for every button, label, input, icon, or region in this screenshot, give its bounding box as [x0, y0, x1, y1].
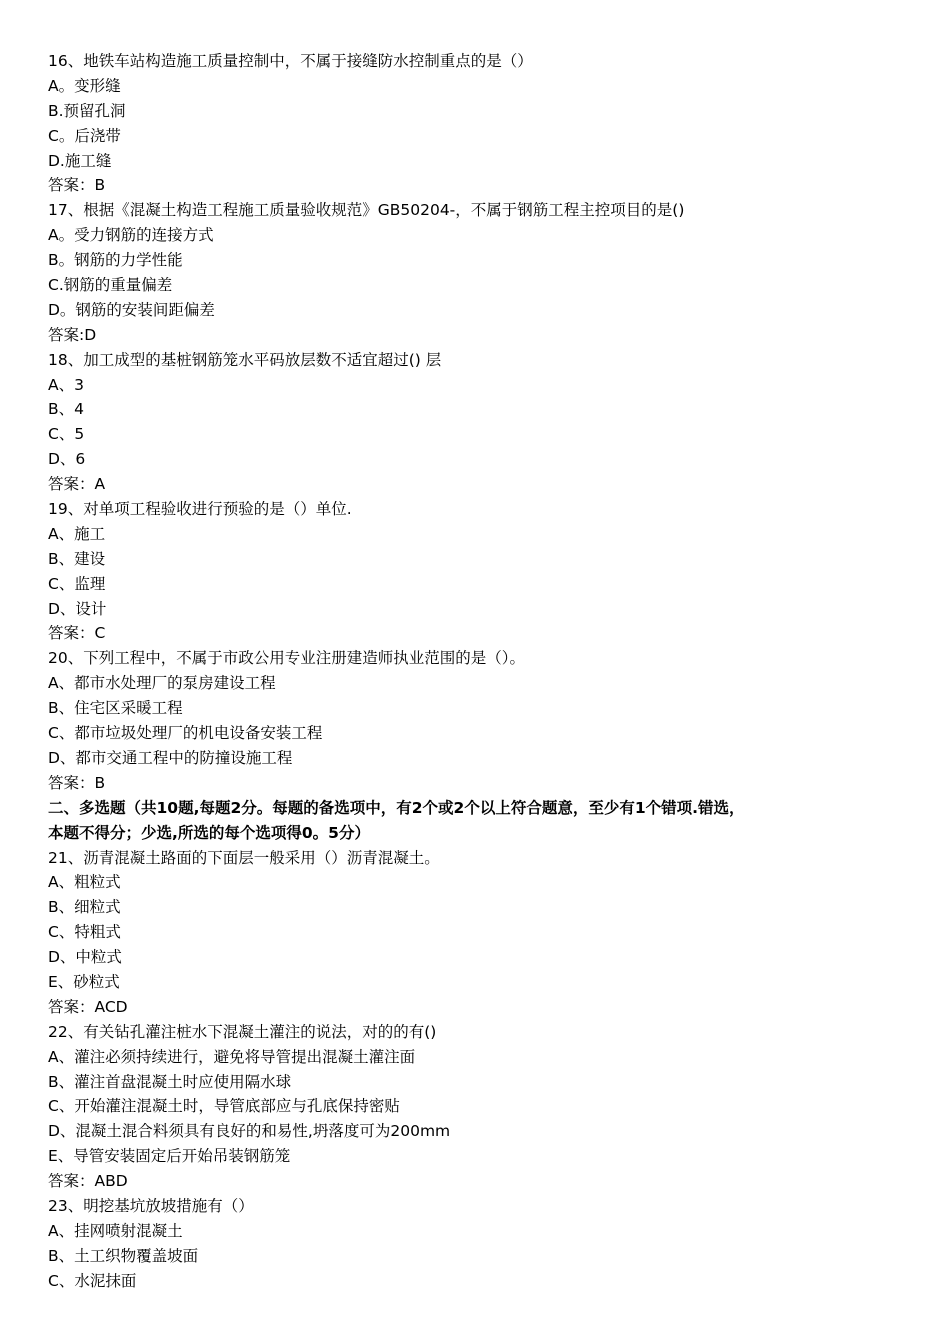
question-stem: 22、有关钻孔灌注桩水下混凝土灌注的说法，对的的有() [48, 1022, 437, 1041]
option-a: A。受力钢筋的连接方式 [48, 226, 214, 245]
question-stem: 17、根据《混凝土构造工程施工质量验收规范》GB50204-，不属于钢筋工程主控项目的是() [48, 201, 685, 220]
question-stem: 19、对单项工程验收进行预验的是（）单位. [48, 500, 352, 519]
option-b: B、建设 [48, 549, 106, 568]
option-d: D。钢筋的安装间距偏差 [48, 300, 215, 319]
question-stem: 18、加工成型的基桩钢筋笼水平码放层数不适宜超过() 层 [48, 350, 442, 369]
option-b: B、住宅区采暖工程 [48, 699, 183, 718]
option-b: B、灌注首盘混凝土时应使用隔水球 [48, 1072, 292, 1091]
option-c: C、开始灌注混凝土时，导管底部应与孔底保持密贴 [48, 1097, 400, 1116]
option-b: B、土工织物覆盖坡面 [48, 1246, 199, 1265]
option-d: D、6 [48, 450, 86, 469]
question-16 [48, 49, 908, 198]
option-c: C、监理 [48, 574, 106, 593]
option-e: E、砂粒式 [48, 972, 120, 991]
question-stem: 23、明挖基坑放坡措施有（） [48, 1196, 254, 1215]
question-19 [48, 497, 908, 646]
answer: 答案：ABD [48, 1172, 128, 1191]
option-d: D、混凝土混合料须具有良好的和易性,坍落度可为200mm [48, 1122, 451, 1141]
option-c: C、都市垃圾处理厂的机电设备安装工程 [48, 724, 323, 743]
question-22 [48, 1020, 908, 1194]
option-a: A、挂网喷射混凝土 [48, 1221, 183, 1240]
option-b: B。钢筋的力学性能 [48, 251, 183, 270]
document-page [48, 49, 908, 1294]
option-b: B、4 [48, 400, 84, 419]
answer: 答案：C [48, 624, 106, 643]
question-stem: 20、下列工程中，不属于市政公用专业注册建造师执业范围的是（）。 [48, 649, 525, 668]
option-a: A、灌注必须持续进行，避免将导管提出混凝土灌注面 [48, 1047, 416, 1066]
answer: 答案：ACD [48, 997, 128, 1016]
option-a: A、施工 [48, 524, 106, 543]
option-c: C、5 [48, 425, 85, 444]
question-stem: 21、沥青混凝土路面的下面层一般采用（）沥青混凝土。 [48, 848, 440, 867]
question-21 [48, 846, 908, 1020]
option-a: A。变形缝 [48, 76, 121, 95]
option-e: E、导管安装固定后开始吊装钢筋笼 [48, 1147, 291, 1166]
section-heading-line-1: 二、多选题（共10题,每题2分。每题的备选项中，有2个或2个以上符合题意，至少有1个错项.错选， [48, 798, 745, 817]
section-heading-line-2: 本题不得分；少选,所选的每个选项得0。5分） [48, 823, 370, 842]
option-c: C.钢筋的重量偏差 [48, 276, 173, 295]
question-17 [48, 198, 908, 347]
option-d: D.施工缝 [48, 151, 112, 170]
option-d: D、设计 [48, 599, 107, 618]
option-b: B、细粒式 [48, 898, 121, 917]
option-d: D、都市交通工程中的防撞设施工程 [48, 748, 293, 767]
question-20 [48, 646, 908, 795]
section-heading [48, 796, 908, 846]
option-b: B.预留孔洞 [48, 101, 126, 120]
option-c: C、水泥抹面 [48, 1271, 137, 1290]
option-c: C。后浇带 [48, 126, 121, 145]
question-18 [48, 348, 908, 497]
option-a: A、粗粒式 [48, 873, 121, 892]
option-a: A、3 [48, 375, 84, 394]
question-stem: 16、地铁车站构造施工质量控制中，不属于接缝防水控制重点的是（） [48, 52, 533, 70]
answer: 答案：B [48, 773, 106, 792]
answer: 答案:D [48, 325, 97, 344]
question-23 [48, 1194, 908, 1294]
answer: 答案：A [48, 475, 106, 494]
option-c: C、特粗式 [48, 923, 121, 942]
option-d: D、中粒式 [48, 948, 122, 967]
option-a: A、都市水处理厂的泵房建设工程 [48, 674, 276, 693]
answer: 答案：B [48, 176, 106, 195]
